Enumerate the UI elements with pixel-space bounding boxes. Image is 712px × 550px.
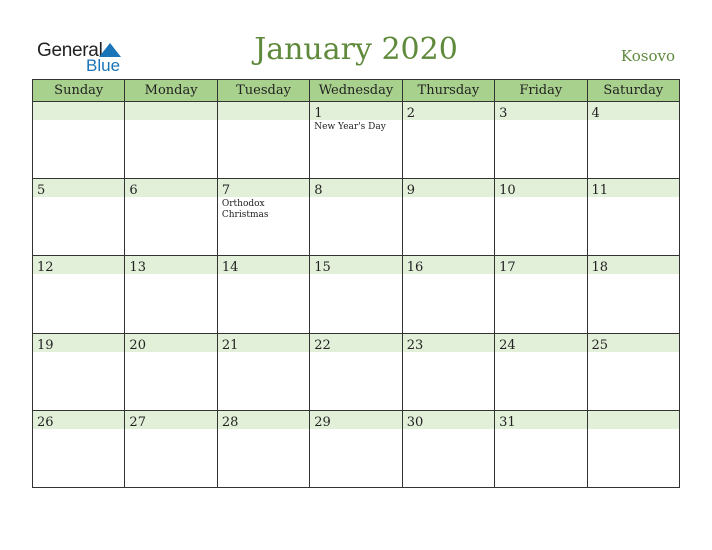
day-number-band [403,102,494,120]
day-number: 21 [221,337,239,353]
day-number: 28 [221,414,239,430]
day-number: 15 [314,260,331,276]
day-number-band [125,256,216,274]
day-cell [33,256,125,333]
day-number: 9 [406,183,415,199]
weekday-header: Sunday [33,80,125,102]
day-cell [125,256,217,333]
day-number: 2 [406,106,415,121]
day-number: 23 [406,337,424,353]
day-number-band [218,179,309,197]
day-number-band [125,102,216,120]
day-number-band [33,179,124,197]
day-number-band [33,102,124,120]
day-cell [33,410,125,487]
day-number-band [33,411,124,429]
week-row [33,179,680,256]
day-cell [310,256,402,333]
day-cell [310,102,402,179]
day-number-band [310,179,401,197]
day-number: 7 [221,183,231,199]
day-number-band [310,102,401,120]
day-number: 3 [499,106,508,121]
day-number-band [588,256,679,274]
day-cell [402,410,494,487]
day-number: 13 [129,260,146,276]
day-number: 29 [314,414,331,430]
day-cell [587,333,679,410]
day-cell [125,410,217,487]
day-cell [587,102,679,179]
weekday-header: Wednesday [310,80,402,102]
weekday-header: Tuesday [217,80,309,102]
day-number: 14 [221,260,239,276]
page-title: January 2020 [254,32,458,67]
day-number: 1 [314,106,323,121]
day-cell [33,102,125,179]
day-number: 30 [406,414,424,430]
day-number-band [33,256,124,274]
day-number-band [495,179,586,197]
day-cell [310,410,402,487]
day-number-band [495,102,586,120]
day-number: 24 [499,337,516,353]
day-number: 31 [499,414,516,430]
week-row [33,410,680,487]
weekday-header: Thursday [402,80,494,102]
day-number-band [310,256,401,274]
day-number-band [588,179,679,197]
holiday-label: Orthodox Christmas [221,199,269,221]
day-cell [217,410,309,487]
day-cell [125,102,217,179]
day-cell [587,179,679,256]
day-cell [125,333,217,410]
day-number-band [588,411,679,429]
day-number: 12 [37,260,54,276]
day-number: 16 [406,260,424,276]
day-number: 10 [499,183,516,199]
logo-text-general: General [37,40,103,61]
day-cell [402,102,494,179]
day-number-band [310,411,401,429]
day-number-band [403,411,494,429]
day-number: 22 [314,337,331,353]
weekday-header: Monday [125,80,217,102]
day-number-band [588,334,679,352]
day-cell [495,102,587,179]
day-cell [495,256,587,333]
day-cell [402,256,494,333]
day-number: 19 [37,337,54,353]
day-number-band [125,411,216,429]
day-number-band [495,256,586,274]
day-number-band [588,102,679,120]
day-number-band [310,334,401,352]
day-number-band [218,102,309,120]
country-label: Kosovo [620,47,675,65]
calendar-grid [32,79,680,488]
day-cell [217,333,309,410]
calendar-body [33,102,680,488]
day-number-band [403,179,494,197]
day-number-band [218,334,309,352]
day-cell [587,256,679,333]
weekday-header: Saturday [587,80,679,102]
day-number-band [403,334,494,352]
day-cell [217,179,309,256]
week-row [33,333,680,410]
day-number: 20 [129,337,146,353]
day-cell [495,410,587,487]
day-cell [217,256,309,333]
week-row [33,102,680,179]
weekday-header-row [33,80,680,102]
day-cell [495,179,587,256]
day-number: 17 [499,260,516,276]
day-cell [495,333,587,410]
day-number: 27 [129,414,146,430]
day-cell [310,333,402,410]
day-number-band [125,334,216,352]
day-cell [402,333,494,410]
day-number-band [218,411,309,429]
day-cell [125,179,217,256]
day-number: 11 [591,183,609,199]
day-number: 4 [591,106,600,121]
logo-text-blue: Blue [86,56,121,75]
day-cell [33,179,125,256]
day-number: 25 [591,337,609,353]
day-number: 5 [37,183,46,199]
day-number: 8 [314,183,323,199]
day-number-band [495,411,586,429]
day-cell [402,179,494,256]
day-number-band [495,334,586,352]
day-number-band [218,256,309,274]
week-row [33,256,680,333]
day-number-band [125,179,216,197]
day-number-band [33,334,124,352]
day-number-band [403,256,494,274]
day-cell [587,410,679,487]
weekday-header: Friday [495,80,587,102]
day-cell [33,333,125,410]
day-number: 18 [591,260,609,276]
day-number: 6 [129,183,138,199]
day-cell [310,179,402,256]
day-number: 26 [37,414,54,430]
day-cell [217,102,309,179]
holiday-label: New Year's Day [314,122,386,132]
